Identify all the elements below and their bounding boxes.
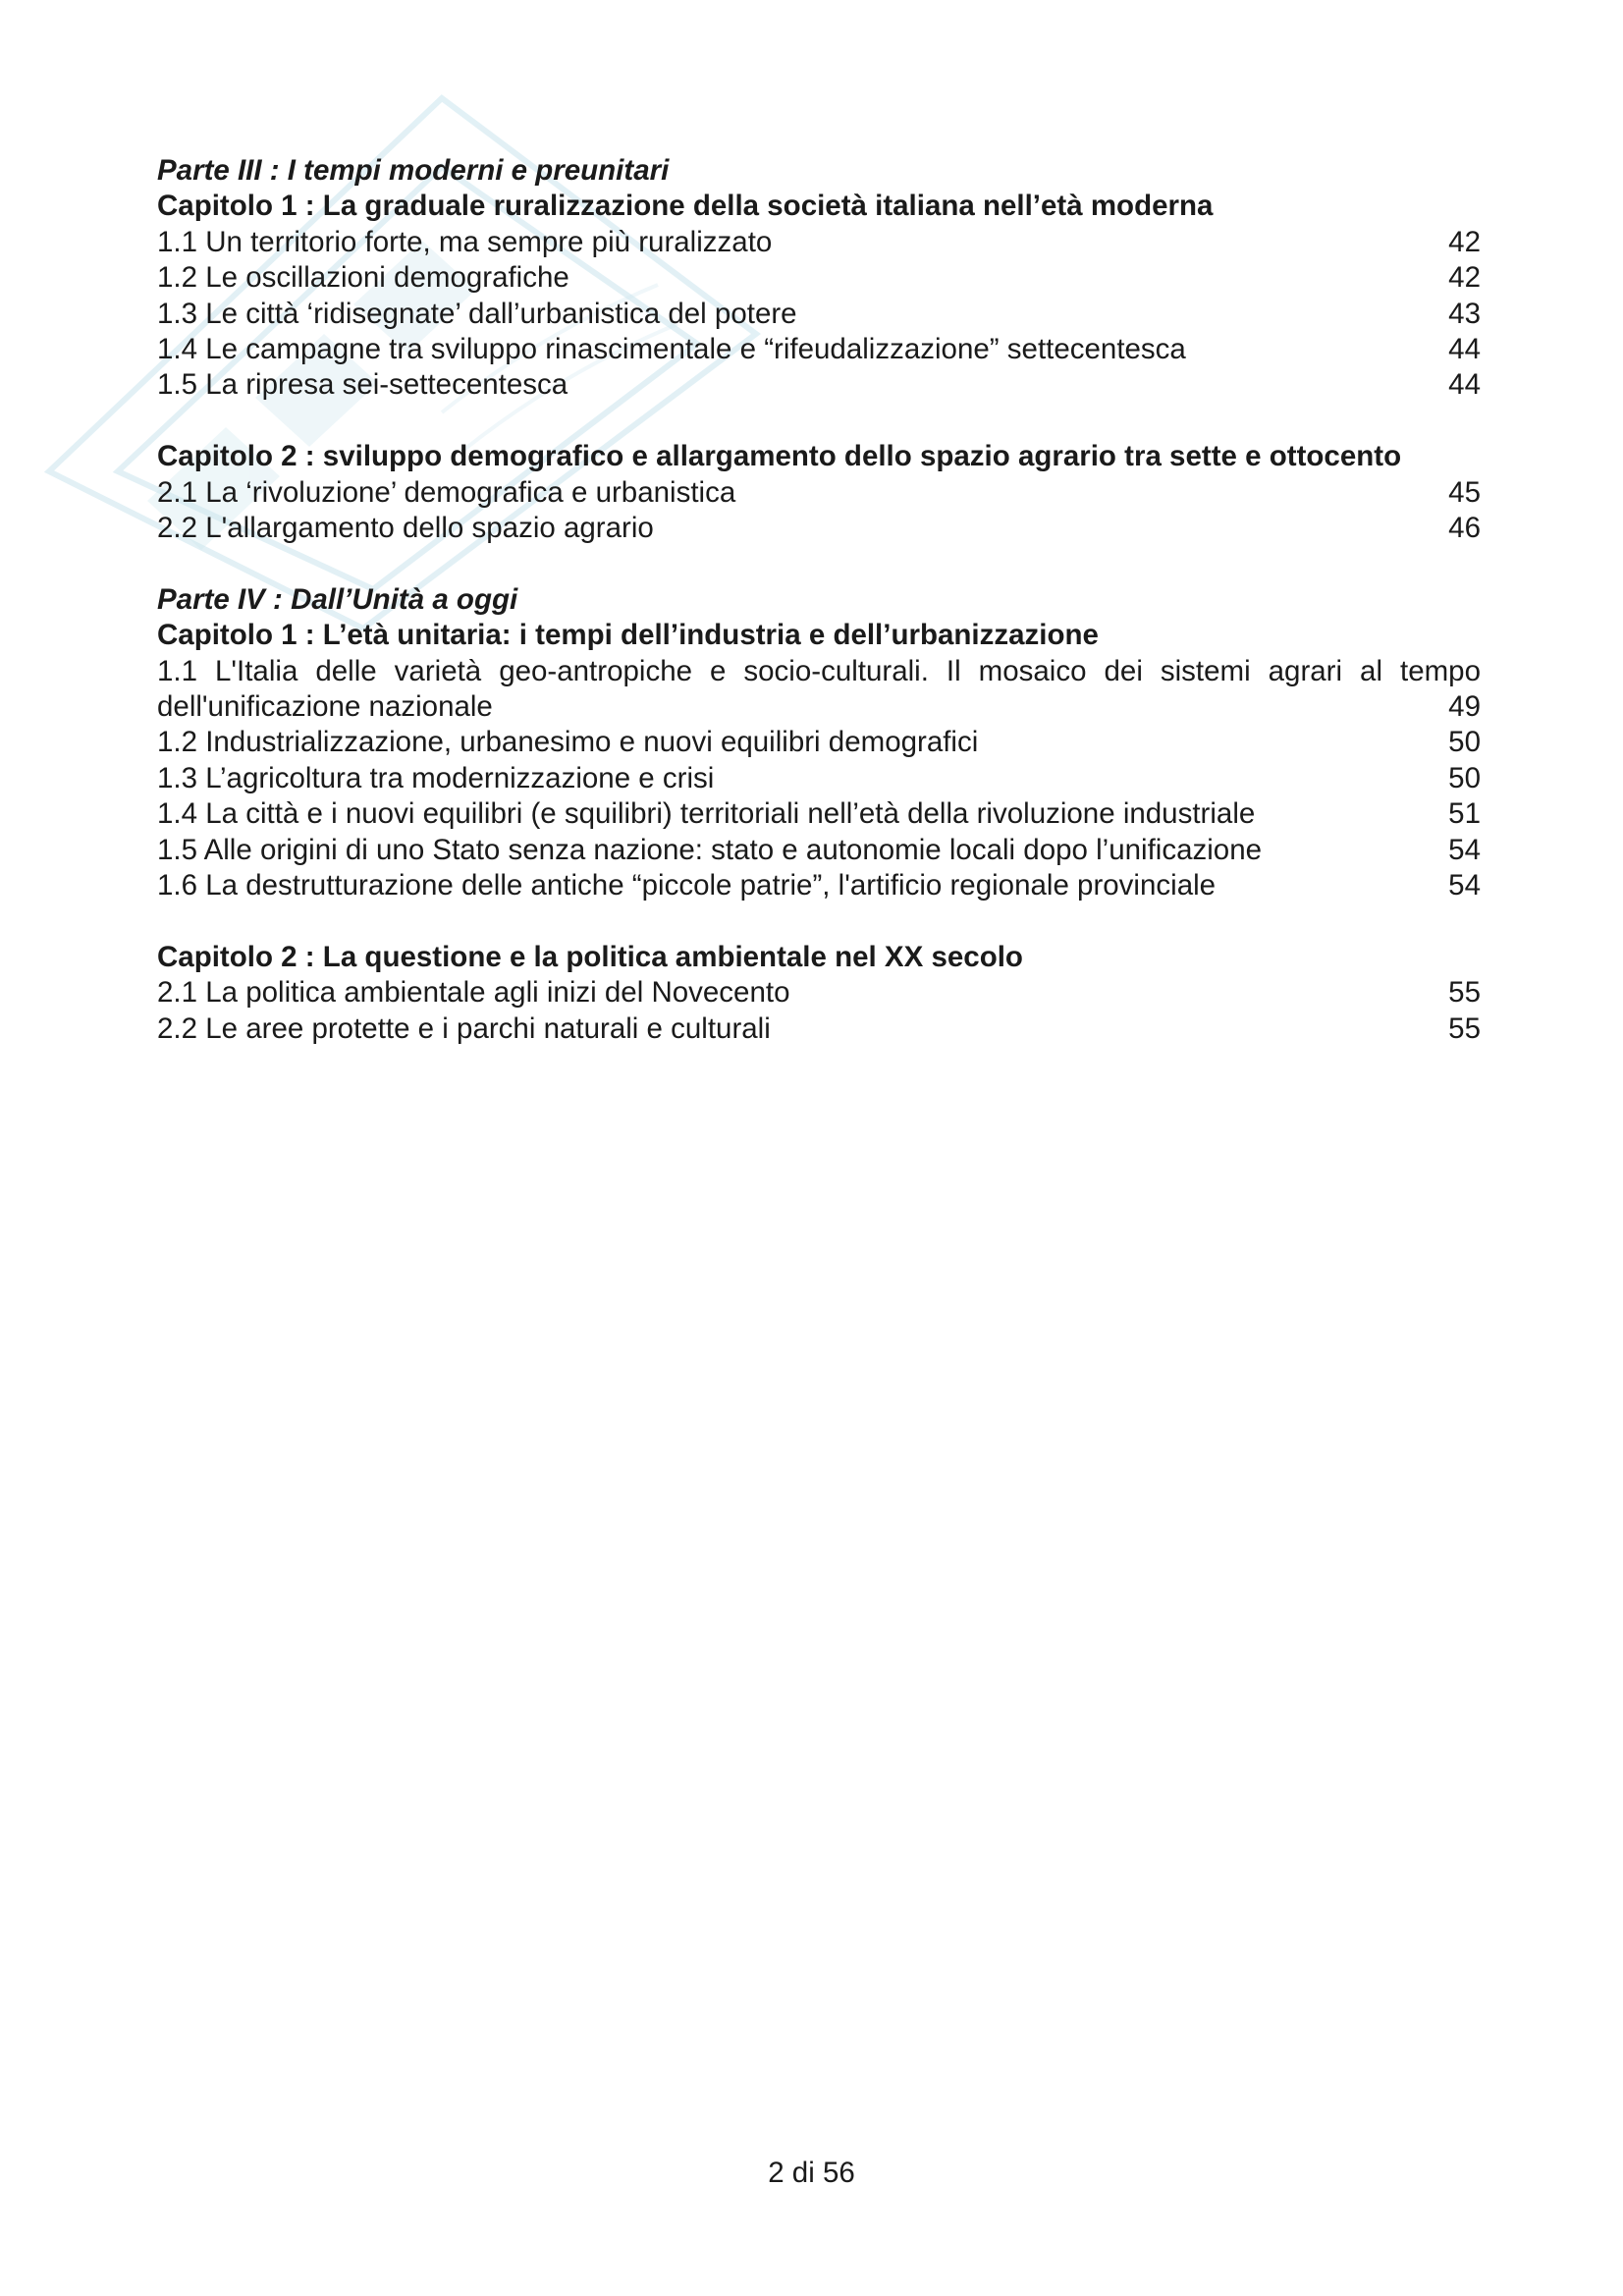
toc-entry[interactable] xyxy=(157,761,1481,796)
chapter-1-section xyxy=(157,618,1481,903)
toc-entry[interactable] xyxy=(157,796,1481,832)
part-title: Parte III : I tempi moderni e preunitari xyxy=(157,154,670,187)
part-iv xyxy=(157,582,1481,1047)
toc-entry[interactable] xyxy=(157,475,1481,511)
toc-entry[interactable] xyxy=(157,868,1481,903)
entry-text: 1.1 Un territorio forte, ma sempre più ruralizzato xyxy=(157,225,773,258)
toc-entry[interactable] xyxy=(157,260,1481,296)
chapter-1-section xyxy=(157,189,1481,403)
entry-page-number: 51 xyxy=(1448,797,1481,831)
entry-text: 1.3 Le città ‘ridisegnate’ dall’urbanistica del potere xyxy=(157,297,797,330)
entry-page-number: 44 xyxy=(1448,333,1481,366)
toc-entry[interactable] xyxy=(157,1011,1481,1047)
entry-text: 1.4 Le campagne tra sviluppo rinascimentale e “rifeudalizzazione” settecentesca xyxy=(157,333,1186,366)
table-of-contents xyxy=(157,153,1481,1083)
chapter-title: Capitolo 1 : La graduale ruralizzazione della società italiana nell’età moderna xyxy=(157,190,1214,223)
chapter-title: Capitolo 1 : L’età unitaria: i tempi dell’industria e dell’urbanizzazione xyxy=(157,619,1099,652)
entry-page-number: 55 xyxy=(1448,976,1481,1010)
toc-entry[interactable] xyxy=(157,297,1481,332)
entry-text: 1.2 Le oscillazioni demografiche xyxy=(157,261,569,295)
entry-text: 2.1 La ‘rivoluzione’ demografica e urbanistica xyxy=(157,475,736,509)
entry-page-number: 46 xyxy=(1448,512,1481,545)
toc-entry[interactable] xyxy=(157,511,1481,546)
entry-page-number: 49 xyxy=(1448,690,1481,724)
page-indicator: 2 di 56 xyxy=(768,2157,855,2189)
entry-page-number: 43 xyxy=(1448,297,1481,330)
entry-text: 2.2 L'allargamento dello spazio agrario xyxy=(157,512,654,545)
entry-page-number: 55 xyxy=(1448,1011,1481,1045)
entry-page-number: 45 xyxy=(1448,475,1481,509)
part-iii xyxy=(157,153,1481,546)
toc-entry[interactable] xyxy=(157,725,1481,760)
entry-text: 1.6 La destrutturazione delle antiche “piccole patrie”, l'artificio regionale provinciale xyxy=(157,869,1217,902)
entry-page-number: 50 xyxy=(1448,726,1481,759)
entry-page-number: 54 xyxy=(1448,833,1481,866)
chapter-2-section xyxy=(157,940,1481,1047)
chapter-title: Capitolo 2 : sviluppo demografico e allargamento dello spazio agrario tra sette e ottocento xyxy=(157,440,1402,473)
part-title: Parte IV : Dall’Unità a oggi xyxy=(157,582,518,616)
toc-entry[interactable] xyxy=(157,975,1481,1011)
entry-page-number: 42 xyxy=(1448,225,1481,258)
toc-entry[interactable] xyxy=(157,225,1481,260)
entry-text: 1.2 Industrializzazione, urbanesimo e nuovi equilibri demografici xyxy=(157,726,979,759)
entry-text: 1.3 L’agricoltura tra modernizzazione e crisi xyxy=(157,761,715,794)
entry-text: 2.1 La politica ambientale agli inizi del Novecento xyxy=(157,976,790,1010)
toc-entry[interactable] xyxy=(157,367,1481,403)
entry-page-number: 42 xyxy=(1448,261,1481,295)
toc-entry[interactable] xyxy=(157,332,1481,367)
entry-page-number: 54 xyxy=(1448,869,1481,902)
toc-entry[interactable] xyxy=(157,833,1481,868)
entry-text: 1.5 Alle origini di uno Stato senza nazione: stato e autonomie locali dopo l’unificazione xyxy=(157,833,1263,866)
entry-text: 1.5 La ripresa sei-settecentesca xyxy=(157,368,568,402)
chapter-2-section xyxy=(157,439,1481,546)
entry-text-line2: dell'unificazione nazionale xyxy=(157,690,493,724)
entry-text: 2.2 Le aree protette e i parchi naturali e culturali xyxy=(157,1011,771,1045)
entry-page-number: 50 xyxy=(1448,761,1481,794)
chapter-title: Capitolo 2 : La questione e la politica ambientale nel XX secolo xyxy=(157,940,1023,973)
entry-text-line1: 1.1 L'Italia delle varietà geo-antropiche e socio-culturali. Il mosaico dei sistemi agrari al tempo xyxy=(157,654,1481,687)
entry-text: 1.4 La città e i nuovi equilibri (e squilibri) territoriali nell’età della rivoluzione industriale xyxy=(157,797,1256,831)
entry-page-number: 44 xyxy=(1448,368,1481,402)
toc-entry[interactable] xyxy=(157,654,1481,726)
